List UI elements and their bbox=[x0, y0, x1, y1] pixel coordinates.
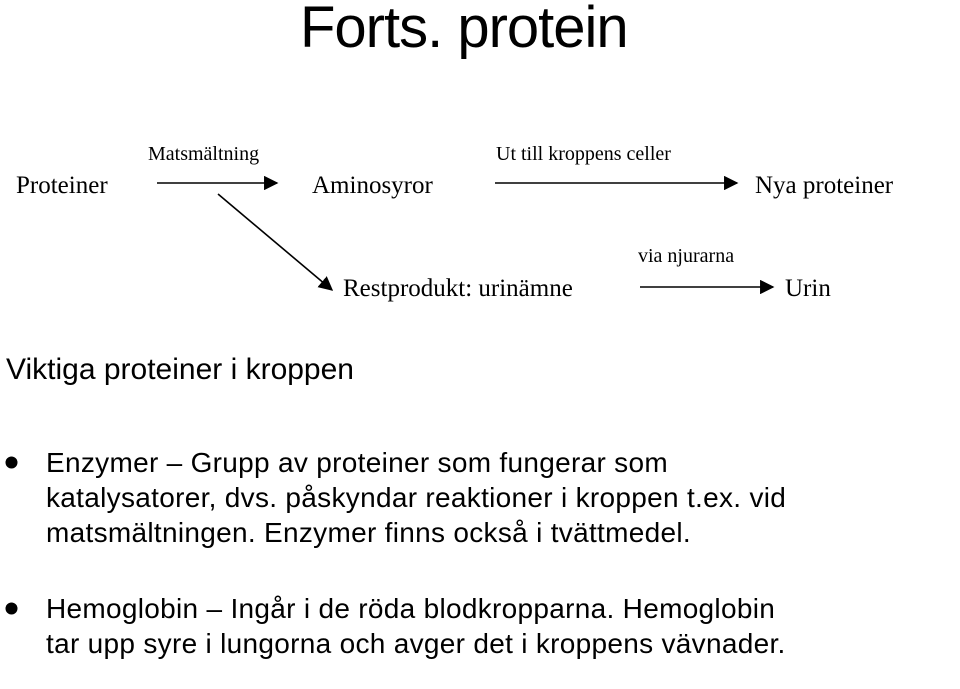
edge-label-via-njurarna: via njurarna bbox=[638, 245, 735, 267]
arrow-proteiner-restprodukt bbox=[218, 194, 332, 290]
edge-label-ut-till-celler: Ut till kroppens celler bbox=[496, 143, 671, 165]
node-aminosyror: Aminosyror bbox=[312, 172, 433, 199]
bullet-line: katalysatorer, dvs. påskyndar reaktioner i kroppen t.ex. vid bbox=[46, 482, 787, 513]
node-urin: Urin bbox=[785, 275, 831, 302]
bullet-enzymer bbox=[0, 445, 960, 550]
bullet-line: Hemoglobin – Ingår i de röda blodkropparna. Hemoglobin bbox=[46, 593, 776, 624]
edge-label-matsmaltning: Matsmältning bbox=[148, 143, 260, 165]
slide-title: Forts. protein bbox=[300, 0, 628, 60]
bullet-dot-icon bbox=[4, 455, 19, 470]
protein-flow-diagram bbox=[0, 130, 960, 320]
bullet-list bbox=[0, 445, 960, 661]
section-heading: Viktiga proteiner i kroppen bbox=[6, 353, 354, 386]
node-proteiner: Proteiner bbox=[16, 172, 108, 199]
node-nya-proteiner: Nya proteiner bbox=[755, 172, 894, 199]
bullet-line: matsmältningen. Enzymer finns också i tvättmedel. bbox=[46, 517, 691, 548]
bullet-hemoglobin bbox=[0, 591, 960, 661]
bullet-line: Enzymer – Grupp av proteiner som fungerar som bbox=[46, 447, 668, 478]
node-restprodukt: Restprodukt: urinämne bbox=[343, 275, 573, 302]
bullet-line: tar upp syre i lungorna och avger det i kroppens vävnader. bbox=[46, 628, 786, 659]
bullet-dot-icon bbox=[4, 601, 19, 616]
